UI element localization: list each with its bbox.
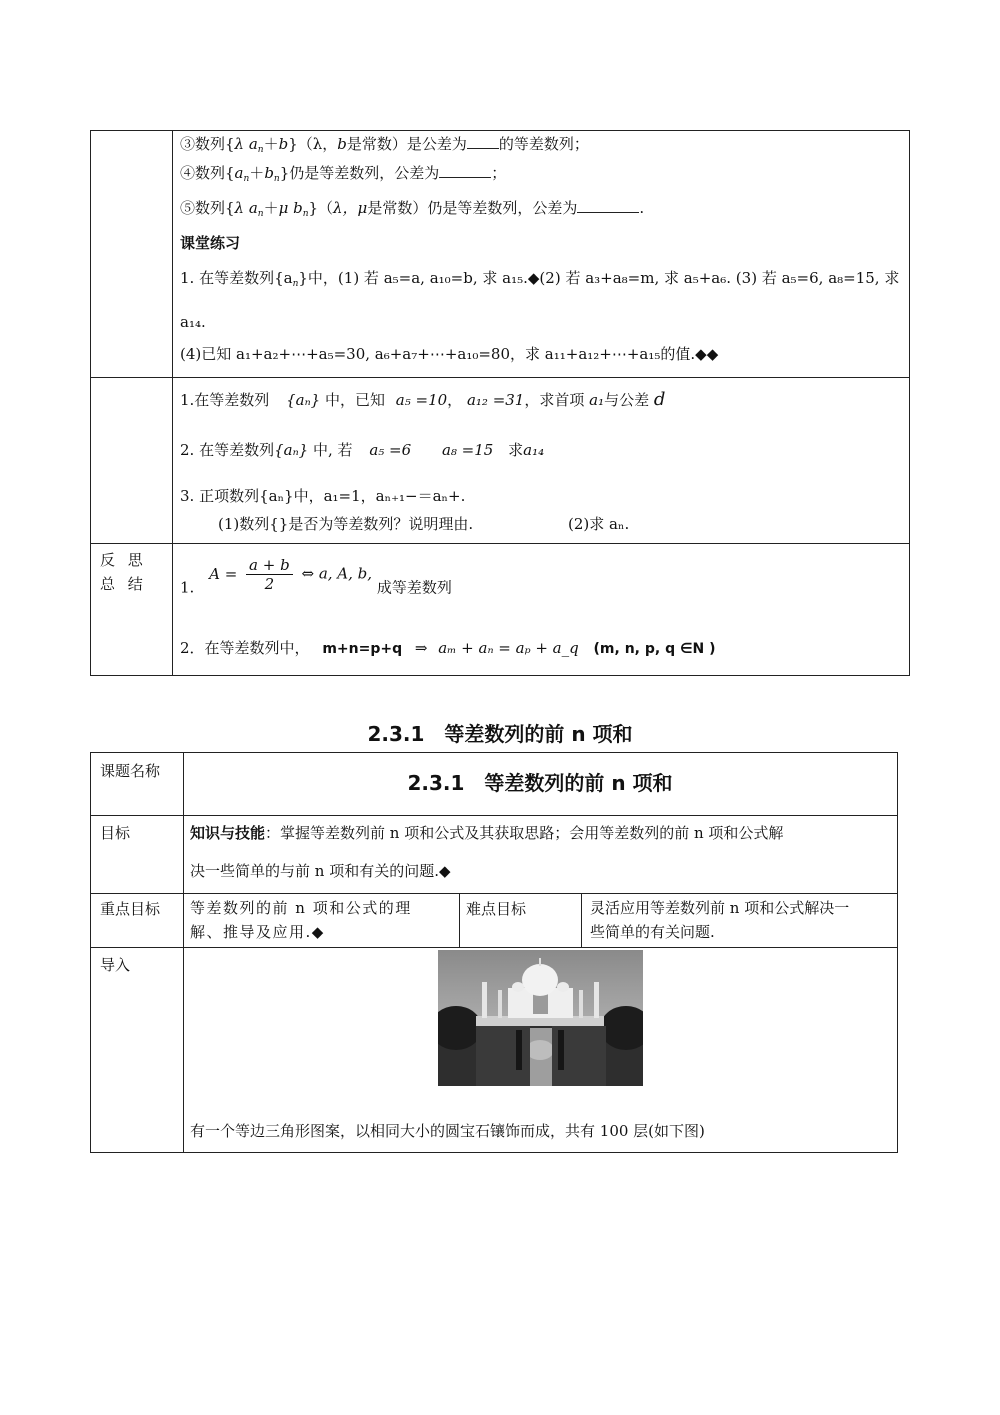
- hard-text: 灵活应用等差数列前 n 项和公式解决一 些简单的有关问题.: [590, 899, 850, 941]
- practice-line-3: (4)已知 a₁+a₂+⋯+a₅=30, a₆+a₇+⋯+a₁₀=80，求 a₁₁+a₁₂+⋯+a₁₅的值.◆◆: [180, 345, 719, 363]
- table-divider: [91, 543, 909, 544]
- exercise-3-part-2: (2)求 aₙ.: [568, 515, 630, 533]
- key-text: 等差数列的前 n 项和公式的理 解、推导及应用.◆: [190, 899, 412, 941]
- table-divider: [91, 947, 897, 948]
- intro-label: 导入: [100, 956, 131, 974]
- table-divider: [459, 893, 460, 947]
- goal-label: 目标: [100, 824, 131, 842]
- property-5: ⑤数列{λ $a_n+\mu$ $b_n\}(\lambda$，μ是常数）仍是等差数列，公差为 .: [180, 199, 645, 219]
- exercise-3-part-1: (1)数列{}是否为等差数列？说明理由.: [218, 515, 474, 533]
- hard-label: 难点目标: [466, 900, 527, 918]
- answer-blank: [577, 200, 639, 213]
- table-divider: [91, 377, 909, 378]
- reflect-label: 反 思 总 结: [100, 551, 147, 593]
- property-3: ③数列{λ $a_n+b\}(\lambda$，b是常数）是公差为 的等差数列；: [180, 135, 589, 155]
- intro-text: 有一个等边三角形图案，以相同大小的圆宝石镶饰而成，共有 100 层(如下图): [190, 1122, 705, 1140]
- table-divider: [91, 893, 897, 894]
- property-4: ④数列$\{a_n+b_n\}$仍是等差数列，公差为 ；: [180, 164, 507, 184]
- table-divider: [172, 131, 173, 675]
- exercise-1: 1.在等差数列 {aₙ} 中，已知 a₅ =10， a₁₂ =31，求首项 a₁与公差 d: [180, 389, 666, 410]
- practice-title: 课堂练习: [180, 234, 241, 252]
- answer-blank: [467, 136, 499, 149]
- exercise-3: 3. 正项数列{aₙ}中，a₁=1，aₙ₊₁−＝aₙ+.: [180, 487, 466, 505]
- topic-value: 2.3.1 等差数列的前 n 项和: [407, 771, 673, 795]
- practice-line-2: a₁₄.: [180, 313, 206, 331]
- table-divider: [91, 815, 897, 816]
- section-title: 2.3.1 等差数列的前 n 项和: [367, 722, 633, 746]
- topic-label: 课题名称: [100, 762, 161, 780]
- answer-blank: [439, 165, 491, 178]
- taj-mahal-photo: [438, 950, 643, 1086]
- goal-text-2: 决一些简单的与前 n 项和有关的问题.◆: [190, 862, 451, 880]
- reflect-formula-2: 2．在等差数列中， m+n=p+q ⇒ aₘ + aₙ = aₚ + a_q (m, n, p, q ∈N ): [180, 639, 716, 657]
- goal-text: 知识与技能：掌握等差数列前 n 项和公式及其获取思路；会用等差数列的前 n 项和公式解: [190, 824, 784, 842]
- key-label: 重点目标: [100, 900, 161, 918]
- reflect-formula-1: 1. A = $\frac{a + b}{2}$ ⇔ a, A, b, 成等差数列: [180, 556, 452, 597]
- practice-line-1: 1. 在等差数列$\{a_n\}$中，(1) 若 a₅=a, a₁₀=b, 求 a₁₅.◆(2) 若 a₃+a₈=m, 求 a₅+a₆. (3) 若 a₅=6, a₈=15, 求: [180, 269, 900, 289]
- exercise-2: 2. 在等差数列{aₙ} 中, 若 a₅ =6 a₈ =15 求a₁₄: [180, 441, 545, 459]
- fraction: $\frac{a + b}{2}$: [246, 556, 293, 593]
- table-divider: [183, 753, 184, 1152]
- table-divider: [581, 893, 582, 947]
